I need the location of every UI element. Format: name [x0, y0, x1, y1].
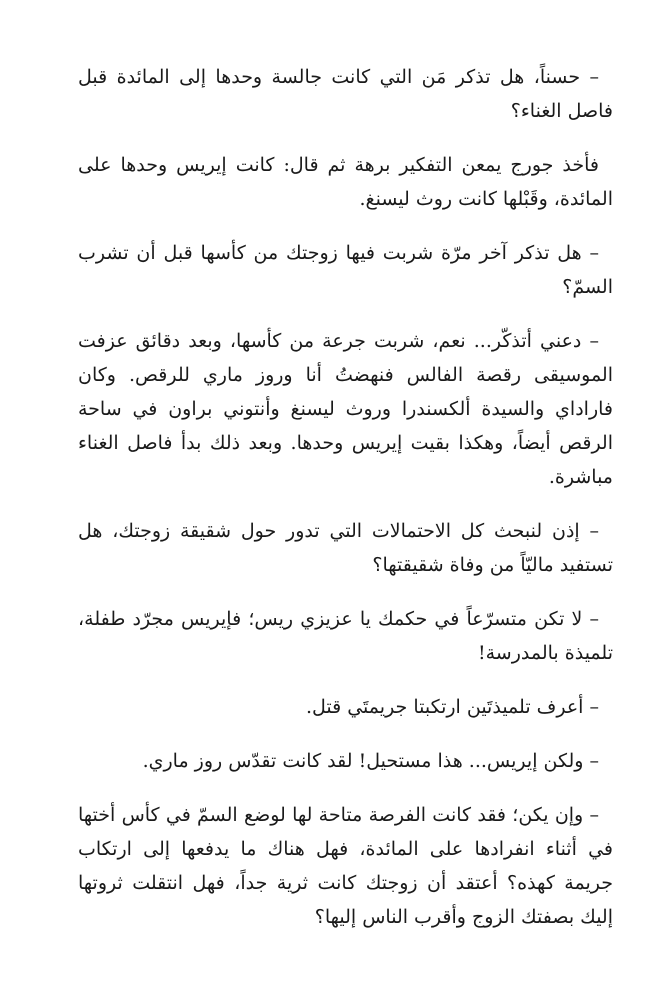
- book-page: [78, 60, 613, 934]
- paragraph: – حسناً، هل تذكر مَن التي كانت جالسة وحدها إلى المائدة قبل فاصل الغناء؟: [78, 66, 613, 122]
- paragraph: – وإن يكن؛ فقد كانت الفرصة متاحة لها لوضع السمّ في كأس أختها في أثناء انفرادها على المائدة، فهل هناك ما يدفعها إلى ارتكاب جريمة كهذه؟ أعتقد أن زوجتك كانت ثرية جداً، فهل انتقلت ثروتها إليك بصفتك الزوج وأقرب الناس إليها؟: [78, 804, 613, 928]
- paragraph: – لا تكن متسرّعاً في حكمك يا عزيزي ريس؛ فإيريس مجرّد طفلة، تلميذة بالمدرسة!: [78, 608, 613, 664]
- paragraph: – إذن لنبحث كل الاحتمالات التي تدور حول شقيقة زوجتك، هل تستفيد ماليّاً من وفاة شقيقتها؟: [78, 520, 613, 576]
- paragraph: – أعرف تلميذتَين ارتكبتا جريمتَي قتل.: [305, 696, 599, 718]
- paragraph: – دعني أتذكّر... نعم، شربت جرعة من كأسها، وبعد دقائق عزفت الموسيقى رقصة الفالس فنهضتُ أنا وروز ماري للرقص. وكان فاراداي والسيدة ألكسندرا وروث ليسنغ وأنتوني براون في ساحة الرقص أيضاً، وهكذا بقيت إيريس وحدها. وبعد ذلك بدأ فاصل الغناء مباشرة.: [78, 330, 613, 488]
- paragraph: – ولكن إيريس... هذا مستحيل! لقد كانت تقدّس روز ماري.: [142, 750, 599, 772]
- paragraph: فأخذ جورج يمعن التفكير برهة ثم قال: كانت إيريس وحدها على المائدة، وقَبْلها كانت روث ليسنغ.: [78, 154, 613, 210]
- paragraph: – هل تذكر آخر مرّة شربت فيها زوجتك من كأسها قبل أن تشرب السمّ؟: [78, 242, 613, 298]
